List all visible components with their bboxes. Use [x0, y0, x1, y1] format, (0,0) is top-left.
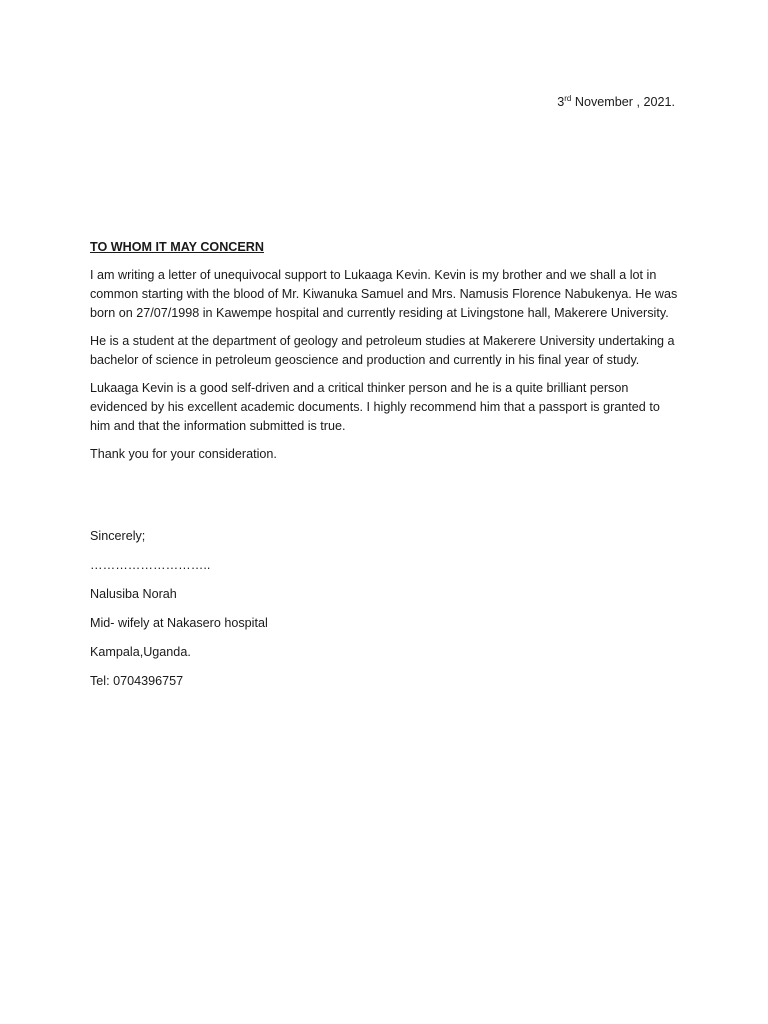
date-day-suffix: rd: [564, 94, 572, 103]
signature-line: ………………………..: [90, 558, 211, 572]
date-rest: November , 2021.: [571, 95, 675, 109]
sender-title: Mid- wifely at Nakasero hospital: [90, 616, 268, 630]
sender-phone: Tel: 0704396757: [90, 674, 184, 688]
paragraph-studies: He is a student at the department of geology and petroleum studies at Makerere University undertaking a bachelor of science in petroleum geoscience and production and currently in his final year of study.: [90, 334, 675, 367]
paragraph-thanks: Thank you for your consideration.: [90, 447, 277, 461]
paragraph-introduction: I am writing a letter of unequivocal support to Lukaaga Kevin. Kevin is my brother and we shall a lot in common starting with the blood of Mr. Kiwanuka Samuel and Mrs. Namusis Florence Nabukenya. He was born on 27/07/1998 in Kawempe hospital and currently residing at Livingstone hall, Makerere University.: [90, 268, 678, 320]
closing-salutation: Sincerely;: [90, 529, 146, 543]
letter-heading: TO WHOM IT MAY CONCERN: [90, 240, 264, 254]
paragraph-recommendation: Lukaaga Kevin is a good self-driven and a critical thinker person and he is a quite brilliant person evidenced by his excellent academic documents. I highly recommend him that a passport is granted to him and that the information submitted is true.: [90, 381, 660, 433]
letter-body: [90, 238, 678, 473]
letter-date: [557, 93, 675, 112]
sender-location: Kampala,Uganda.: [90, 645, 191, 659]
date-day: 3: [557, 95, 565, 109]
letter-closing: [90, 527, 490, 701]
sender-name: Nalusiba Norah: [90, 587, 177, 601]
